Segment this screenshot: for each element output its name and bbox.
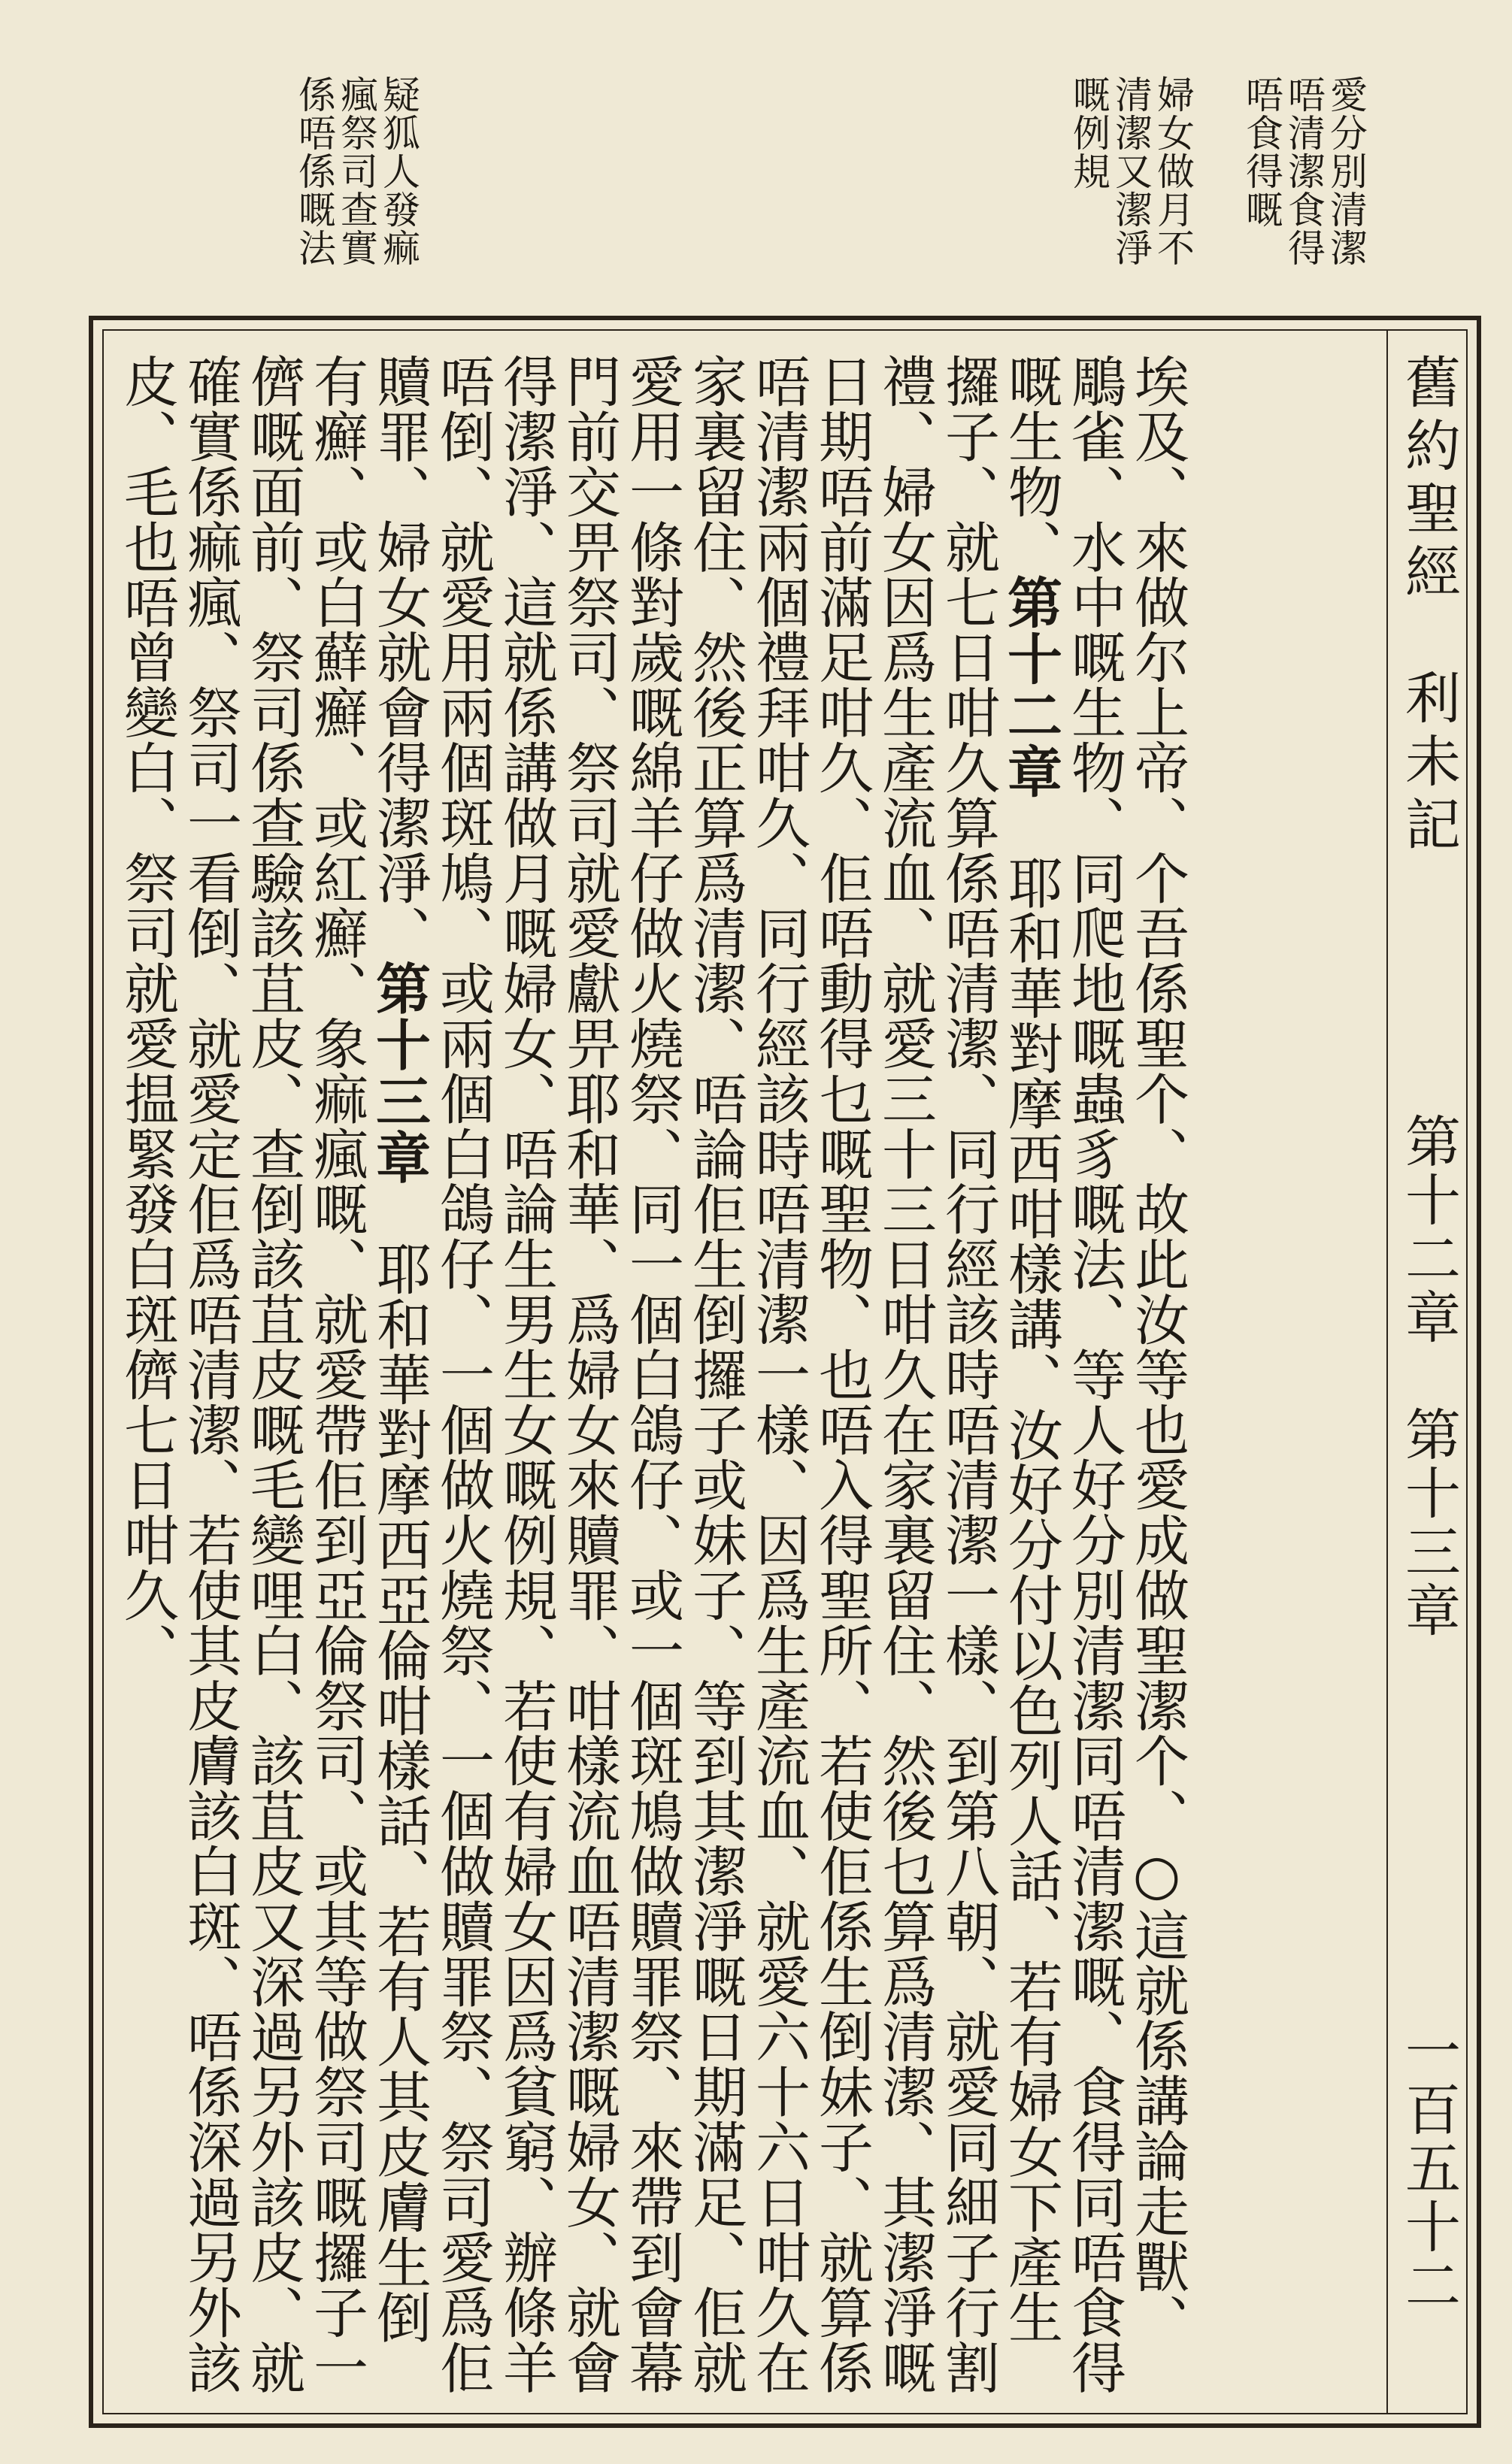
chapter-11-closing-text: 埃及、來做尔上帝、个吾係聖个、故此汝等也愛成做聖潔个、○這就係講論走獸、鵰雀、水中嘅生物、同爬地嘅蟲豸嘅法、等人好分別清潔同唔清潔嘅、食得同唔食得嘅生物、 [998,353,1189,2395]
bleed-through-mark [872,83,962,293]
book-title: 舊約聖經 利未記 [1396,353,1461,858]
margin-note-childbirth: 婦女做月不清潔又潔淨嘅例規 [1067,75,1195,267]
margin-note-leprosy: 疑狐人發痲瘋祭司查實係唔係嘅法 [292,75,420,267]
chapter-12-text: 耶和華對摩西咁樣講、汝好分付以色列人話、若有婦女下產生攞子、就七日咁久算係唔清潔、同行經該時唔清潔一樣、到第八朝、就愛同細子行割禮、婦女因爲生產流血、就愛三十三日咁久在家裏留住、然後乜算爲清潔、其潔淨嘅日期唔前滿足咁久、佢唔動得乜嘅聖物、也唔入得聖所、若使佢係生倒妹子、就算係唔清潔兩個禮拜咁久、同行經該時唔清潔一樣、因爲生產流血、就愛六十六日咁久在家裏留住、然後正算爲清潔、唔論佢生倒攞子或妹子、等到其潔淨嘅日期滿足、佢就愛用一條對歲嘅綿羊仔做火燒祭、同一個白鴿仔、或一個斑鳩做贖罪祭、來帶到會幕門前交畀祭司、祭司就愛獻畀耶和華、爲婦女來贖罪、咁樣流血唔清潔嘅婦女、就會得潔淨、這就係講做月嘅婦女、唔論生男生女嘅例規、若使有婦女因爲貧窮、辦條羊唔倒、就愛用兩個斑鳩、或兩個白鴿仔、一個做火燒祭、一個做贖罪祭、祭司愛爲佢贖罪、婦女就會得潔淨、 [367,353,1062,2395]
page-number: 一百五十二 [1396,2022,1461,2315]
scripture-body [114,353,1377,2398]
header-divider-rule [1386,329,1388,2414]
chapter-13-heading: 第十三章 [366,960,431,1186]
chapter-12-heading: 第十二章 [998,574,1062,800]
chapter-range: 第十二章 第十三章 [1396,1112,1461,1640]
chapter-13-text: 耶和華對摩西亞倫咁樣話、若有人其皮膚生倒有癬、或白蘚癬、或紅癬、象痲瘋嘅、就愛帶佢到亞倫祭司、或其等做祭司嘅攞子一儕嘅面前、祭司係查驗該苴皮、查倒該苴皮嘅毛變哩白、該苴皮又深過另外該皮、就確實係痲瘋、祭司一看倒、就愛定佢爲唔清潔、若使其皮膚該白斑、唔係深過另外該皮、毛也唔曾變白、祭司就愛揾緊發白斑儕七日咁久、 [114,353,431,2395]
margin-note-clean-unclean: 愛分別清潔唔清潔食得唔食得嘅 [1240,75,1368,267]
running-header [1389,353,1468,2383]
body-text-flow [114,353,1188,2398]
